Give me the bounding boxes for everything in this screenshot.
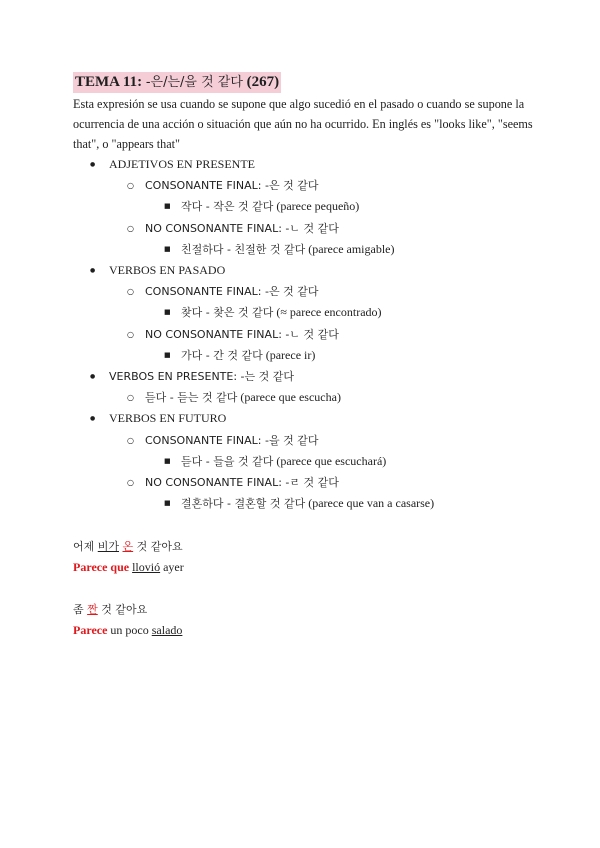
list-item: ○ NO CONSONANTE FINAL: -ㄹ 것 같다 [73,472,533,493]
list-item: ■ 결혼하다 - 결혼할 것 같다 (parece que van a casarse) [73,493,533,514]
example-1-spanish: Parece que llovió ayer [73,560,184,575]
list-item: ● VERBOS EN FUTURO [73,408,533,429]
example-2-spanish: Parece un poco salado [73,623,183,638]
list-item: ● ADJETIVOS EN PRESENTE [73,154,533,175]
list-item: ○ NO CONSONANTE FINAL: -ㄴ 것 같다 [73,324,533,345]
list-item: ○ CONSONANTE FINAL: -은 것 같다 [73,175,533,196]
list-item: ■ 작다 - 작은 것 같다 (parece pequeño) [73,196,533,217]
document-page [73,70,533,641]
lesson-title [73,72,281,93]
list-item: ○ 듣다 - 듣는 것 같다 (parece que escucha) [73,387,533,408]
list-item: ○ CONSONANTE FINAL: -을 것 같다 [73,430,533,451]
title-label: TEMA 11: [75,74,143,90]
intro-paragraph: Esta expresión se usa cuando se supone que algo sucedió en el pasado o cuando se supone la ocurrencia de una acción o situación que aún no ha ocurrido. En inglés es "looks like", "seems that", o "appears that" [73,97,533,151]
list-item: ● VERBOS EN PRESENTE: -는 것 같다 [73,366,533,387]
example-2-korean: 좀 짠 것 같아요 [73,603,148,617]
grammar-list [73,154,533,514]
list-item: ○ CONSONANTE FINAL: -은 것 같다 [73,281,533,302]
example-2 [73,599,533,641]
heading-line [73,70,533,94]
example-1 [73,536,533,578]
title-korean: -은/는/을 것 같다 [145,75,243,90]
list-item: ■ 듣다 - 들을 것 같다 (parece que escuchará) [73,451,533,472]
title-page-number: (267) [246,74,280,90]
list-item: ■ 찾다 - 찾은 것 같다 (≈ parece encontrado) [73,302,533,323]
list-item: ■ 친절하다 - 친절한 것 같다 (parece amigable) [73,239,533,260]
example-1-korean: 어제 비가 온 것 같아요 [73,540,183,554]
list-item: ■ 가다 - 간 것 같다 (parece ir) [73,345,533,366]
list-item: ○ NO CONSONANTE FINAL: -ㄴ 것 같다 [73,218,533,239]
list-item: ● VERBOS EN PASADO [73,260,533,281]
